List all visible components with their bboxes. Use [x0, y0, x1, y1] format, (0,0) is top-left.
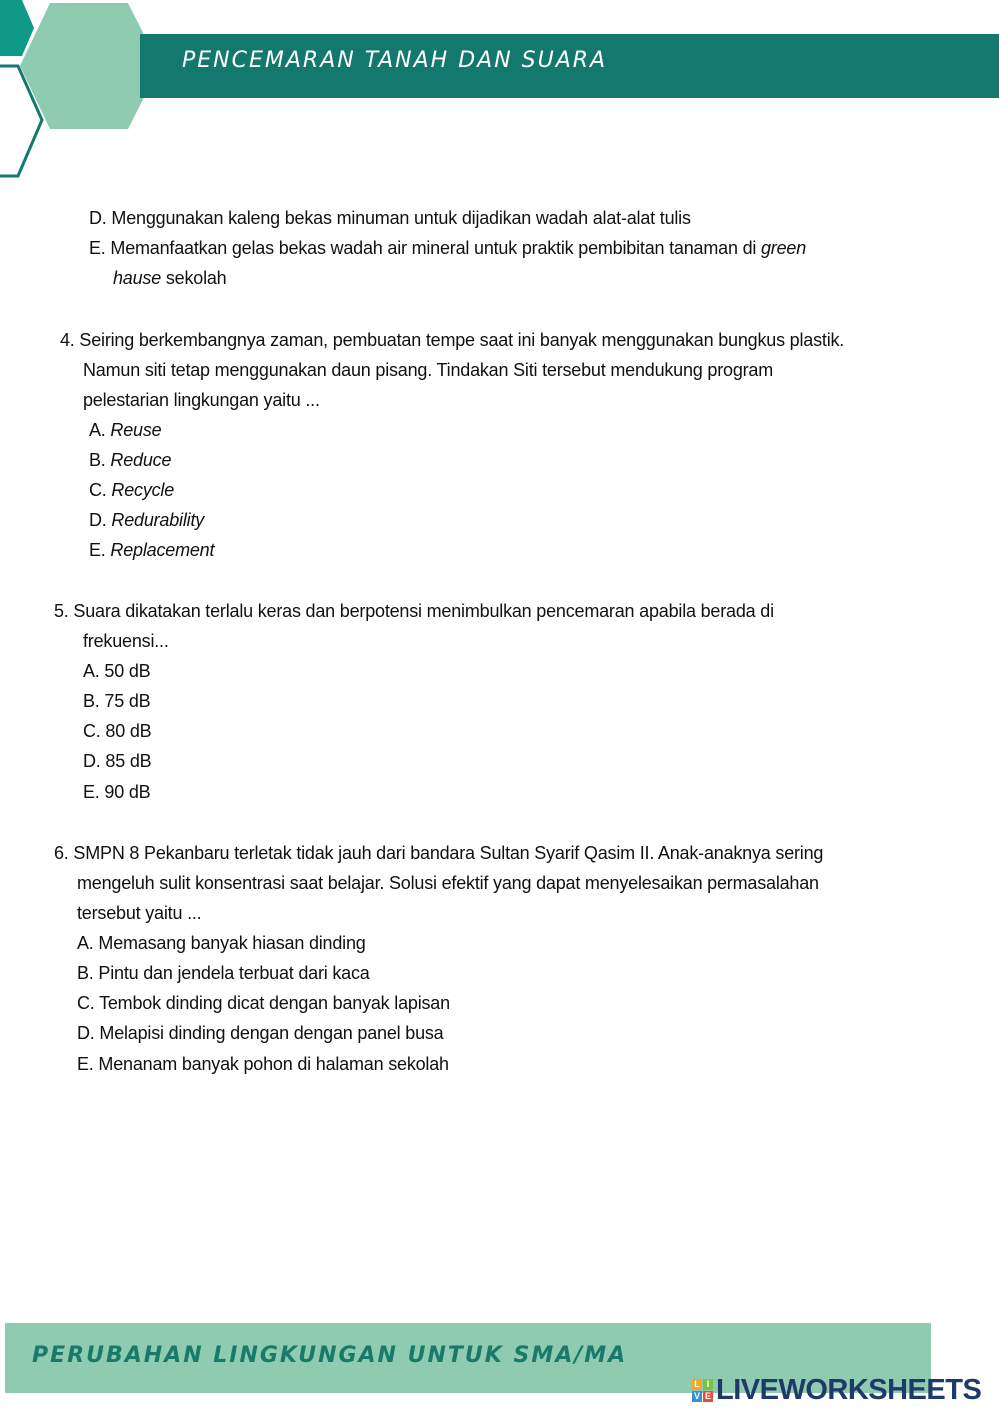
q3-option-e-italic-2: hause [113, 268, 162, 288]
q3-option-e-cont [113, 263, 227, 293]
liveworksheets-text: LIVEWORKSHEETS [716, 1374, 982, 1406]
q4-option-b: B. Reduce [89, 450, 172, 470]
q6-option-b: B. Pintu dan jendela terbuat dari kaca [77, 963, 370, 983]
q6-line: 6. SMPN 8 Pekanbaru terletak tidak jauh dari bandara Sultan Syarif Qasim II. Anak-anaknya sering [54, 843, 824, 863]
liveworksheets-logo-icon: L I V E [693, 1379, 711, 1401]
q4-option-c: C. Recycle [89, 480, 175, 500]
q5-line: 5. Suara dikatakan terlalu keras dan berpotensi menimbulkan pencemaran apabila berada di [54, 601, 774, 621]
q5-option-d: D. 85 dB [83, 751, 152, 771]
q6-option-a: A. Memasang banyak hiasan dinding [77, 933, 366, 953]
q5-option-c: C. 80 dB [83, 721, 152, 741]
q3-option-e-text: E. Memanfaatkan gelas bekas wadah air mineral untuk praktik pembibitan tanaman di [89, 238, 761, 258]
q6-line: mengeluh sulit konsentrasi saat belajar. Solusi efektif yang dapat menyelesaikan permasalahan [77, 873, 819, 893]
q5-option-a: A. 50 dB [83, 661, 151, 681]
q3-option-e [89, 233, 806, 263]
q5-option-e: E. 90 dB [83, 782, 151, 802]
q6-line: tersebut yaitu ... [77, 903, 202, 923]
q5-line: frekuensi... [83, 631, 169, 651]
q4-option-a: A. Reuse [89, 420, 162, 440]
q3-option-d: D. Menggunakan kaleng bekas minuman untuk dijadikan wadah alat-alat tulis [89, 208, 691, 228]
q4-option-e: E. Replacement [89, 540, 215, 560]
header-title: PENCEMARAN TANAH DAN SUARA [182, 48, 608, 73]
q3-option-e-italic: green [760, 238, 807, 258]
q3-option-e-text-2: sekolah [161, 268, 227, 288]
footer-title: PERUBAHAN LINGKUNGAN UNTUK SMA/MA [32, 1343, 628, 1368]
q4-line: pelestarian lingkungan yaitu ... [83, 390, 320, 410]
q4-line: Namun siti tetap menggunakan daun pisang. Tindakan Siti tersebut mendukung program [83, 360, 774, 380]
q6-option-c: C. Tembok dinding dicat dengan banyak lapisan [77, 993, 450, 1013]
q5-option-b: B. 75 dB [83, 691, 151, 711]
q4-line: 4. Seiring berkembangnya zaman, pembuatan tempe saat ini banyak menggunakan bungkus plastik. [60, 330, 845, 350]
liveworksheets-brand[interactable] [692, 1374, 981, 1407]
q6-option-d: D. Melapisi dinding dengan dengan panel busa [77, 1023, 444, 1043]
q4-option-d: D. Redurability [89, 510, 205, 530]
q6-option-e: E. Menanam banyak pohon di halaman sekolah [77, 1054, 449, 1074]
